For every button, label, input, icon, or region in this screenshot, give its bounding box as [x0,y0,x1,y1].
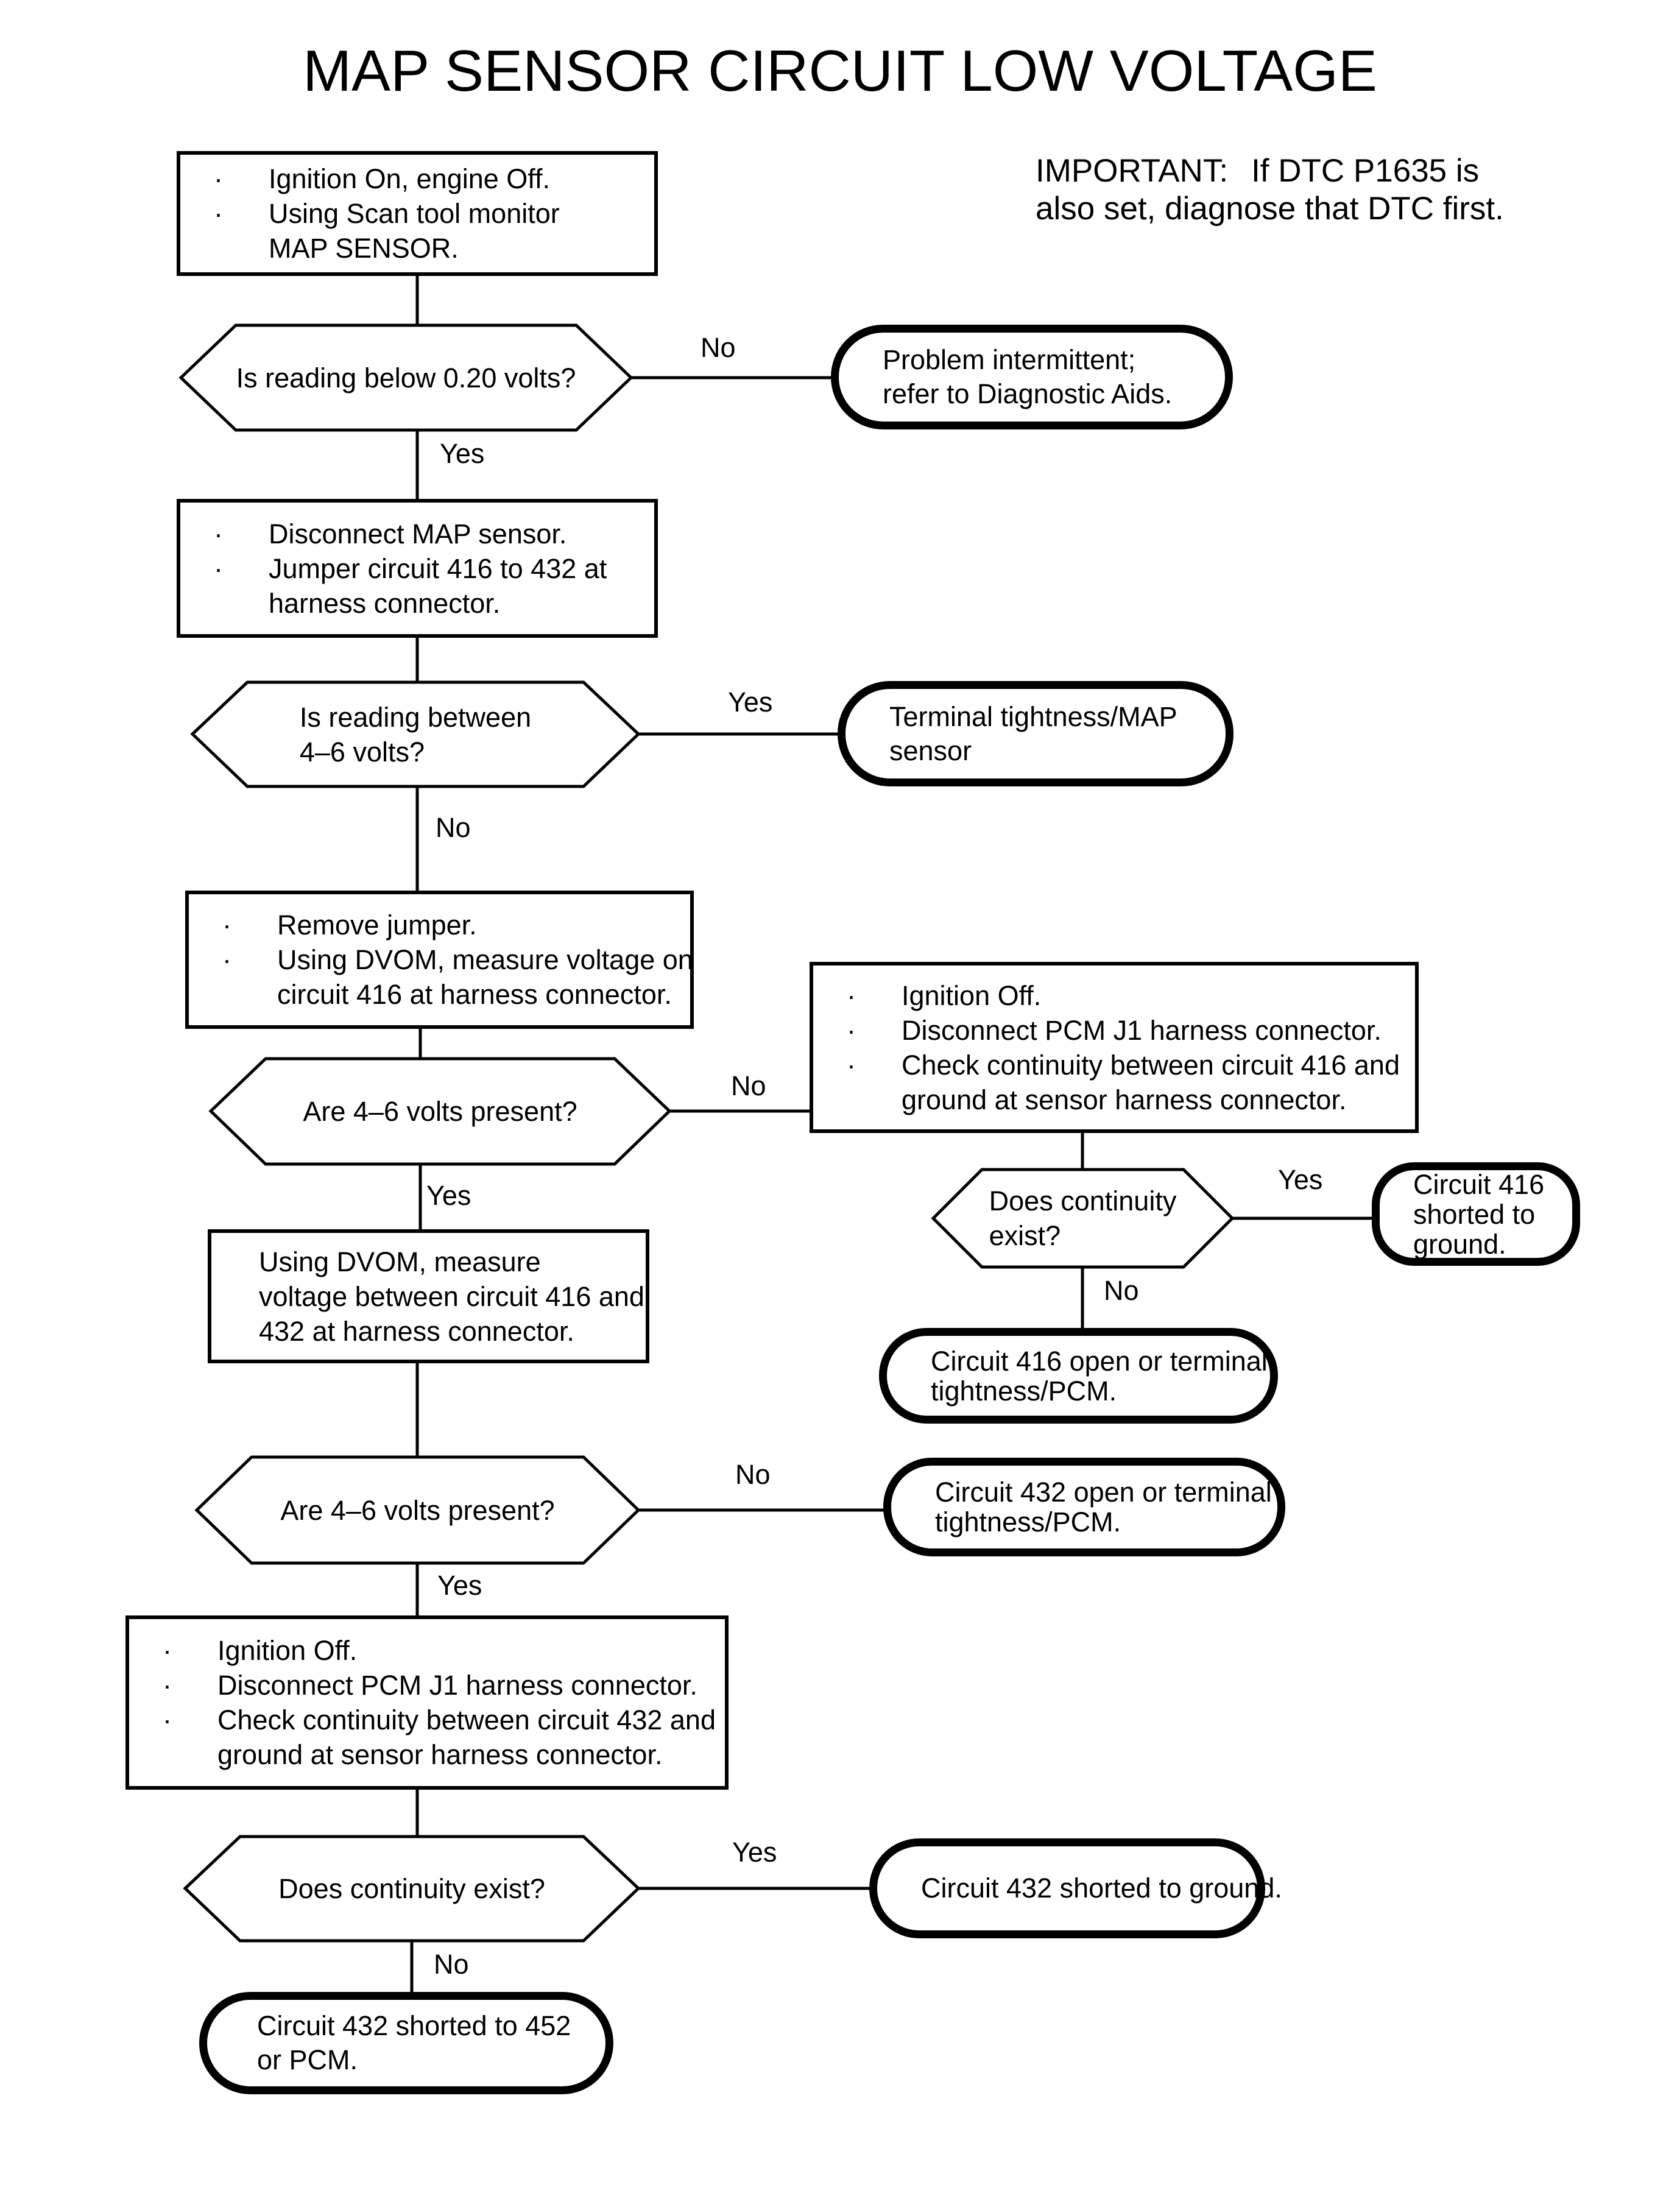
step-item [847,1013,1397,1048]
step-line: ground at sensor harness connector. [902,1084,1347,1115]
important-note-label: IMPORTANT: [1036,153,1229,189]
step-item [222,908,672,942]
bullet-icon: · [163,1704,172,1735]
step-item [214,551,636,621]
result-line: shorted to [1413,1198,1536,1230]
step-item [214,517,636,551]
step-remove-jumper-measure-416 [185,891,694,1029]
edge-label-yes-dR1: Yes [1278,1164,1323,1195]
result-line: Terminal tightness/MAP [889,701,1177,732]
important-note-text: If DTC P1635 is also set, diagnose that DTC first. [1036,153,1504,227]
step-line: circuit 416 at harness connector. [277,979,672,1010]
step-measure-voltage-416-432 [208,1229,649,1363]
edge-label-no-d1: No [701,332,736,363]
step-item [214,161,636,196]
step-check-continuity-circuit-416 [810,962,1419,1133]
result-circuit-416-shorted-to-ground [1372,1162,1580,1266]
step-item [163,1633,707,1668]
bullet-icon: · [214,198,223,229]
result-line: Circuit 432 open or terminal [935,1477,1272,1508]
bullet-icon: · [847,980,856,1011]
decision-line: exist? [989,1220,1061,1251]
edge-label-yes-d3: Yes [426,1180,471,1211]
step-disconnect-map-jumper-416-432 [177,499,658,638]
result-line: Circuit 416 open or terminal [931,1345,1268,1377]
result-circuit-432-open [883,1458,1285,1556]
bullet-icon: · [847,1014,856,1046]
edge-label-yes-d2: Yes [728,687,773,718]
result-line: Circuit 432 shorted to ground. [921,1873,1282,1904]
result-line: or PCM. [257,2044,358,2075]
decision-is-reading-between-4-6-volts [192,682,638,786]
result-line: Circuit 416 [1413,1168,1545,1200]
step-item [847,978,1397,1013]
bullet-icon: · [163,1635,172,1666]
step-line: Remove jumper. [277,909,477,941]
page-title: MAP SENSOR CIRCUIT LOW VOLTAGE [303,38,1377,104]
step-line: voltage between circuit 416 and [259,1280,644,1312]
step-item [163,1703,716,1772]
result-problem-intermittent [831,325,1233,429]
step-item [222,942,693,1012]
edge-label-no-dR1: No [1104,1275,1139,1306]
step-line: Jumper circuit 416 to 432 at [269,552,607,584]
decision-are-4-6-volts-present-2 [197,1457,638,1563]
decision-line: Is reading below 0.20 volts? [236,362,576,394]
decision-line: Does continuity exist? [278,1873,545,1904]
edge-label-no-d4: No [735,1459,771,1490]
result-terminal-tightness-map-sensor [838,681,1234,786]
result-line: Circuit 432 shorted to 452 [257,2010,571,2041]
step-line: Ignition Off. [217,1635,358,1666]
bullet-icon: · [847,1049,856,1081]
step-line: ground at sensor harness connector. [217,1739,663,1770]
decision-does-continuity-exist-1 [933,1170,1232,1267]
step-line: Check continuity between circuit 432 and [217,1704,716,1735]
decision-line: Does continuity [989,1185,1177,1216]
step-item [847,1048,1400,1117]
result-line: refer to Diagnostic Aids. [883,378,1173,409]
result-line: tightness/PCM. [935,1506,1121,1537]
step-line: Disconnect PCM J1 harness connector. [902,1014,1382,1046]
step-line: Using DVOM, measure voltage on [277,944,693,975]
step-line: Ignition On, engine Off. [269,163,550,194]
step-line: Ignition Off. [902,980,1042,1011]
result-line: ground. [1413,1228,1506,1260]
edge-label-no-d3: No [731,1070,766,1101]
decision-line: Are 4–6 volts present? [303,1096,577,1127]
decision-are-4-6-volts-present-1 [211,1059,669,1164]
step-item [163,1668,707,1703]
result-circuit-432-shorted-to-ground [869,1838,1282,1938]
decision-line: 4–6 volts? [299,736,425,768]
bullet-icon: · [214,552,223,584]
decision-line: Is reading between [299,701,532,733]
decision-line: Are 4–6 volts present? [280,1494,555,1526]
edge-label-yes-d4: Yes [437,1570,482,1601]
decision-does-continuity-exist-2 [185,1837,638,1941]
step-ignition-on-monitor-map-sensor [177,151,658,276]
edge-label-yes-d1: Yes [440,438,485,469]
bullet-icon: · [214,163,223,194]
result-circuit-432-shorted-to-452-or-pcm [199,1992,613,2094]
step-line: 432 at harness connector. [259,1315,574,1347]
step-item [214,196,636,266]
bullet-icon: · [222,909,231,941]
edge-label-no-d5: No [434,1949,469,1980]
bullet-icon: · [214,518,223,549]
step-line: Using DVOM, measure [259,1246,541,1277]
step-line: Using Scan tool monitor [269,198,560,229]
edge-label-yes-d5: Yes [732,1837,777,1868]
step-line: Check continuity between circuit 416 and [902,1049,1400,1081]
result-line: sensor [889,735,972,766]
step-line: harness connector. [269,587,501,619]
result-circuit-416-open [879,1328,1278,1424]
result-line: Problem intermittent; [883,344,1136,375]
step-line: MAP SENSOR. [269,233,459,264]
result-line: tightness/PCM. [931,1375,1117,1407]
step-line: Disconnect PCM J1 harness connector. [217,1670,697,1701]
bullet-icon: · [163,1670,172,1701]
bullet-icon: · [222,944,231,975]
step-check-continuity-circuit-432 [125,1615,729,1790]
edge-label-no-d2: No [436,812,471,843]
decision-is-reading-below-020-volts [181,325,631,430]
step-line: Disconnect MAP sensor. [269,518,567,549]
